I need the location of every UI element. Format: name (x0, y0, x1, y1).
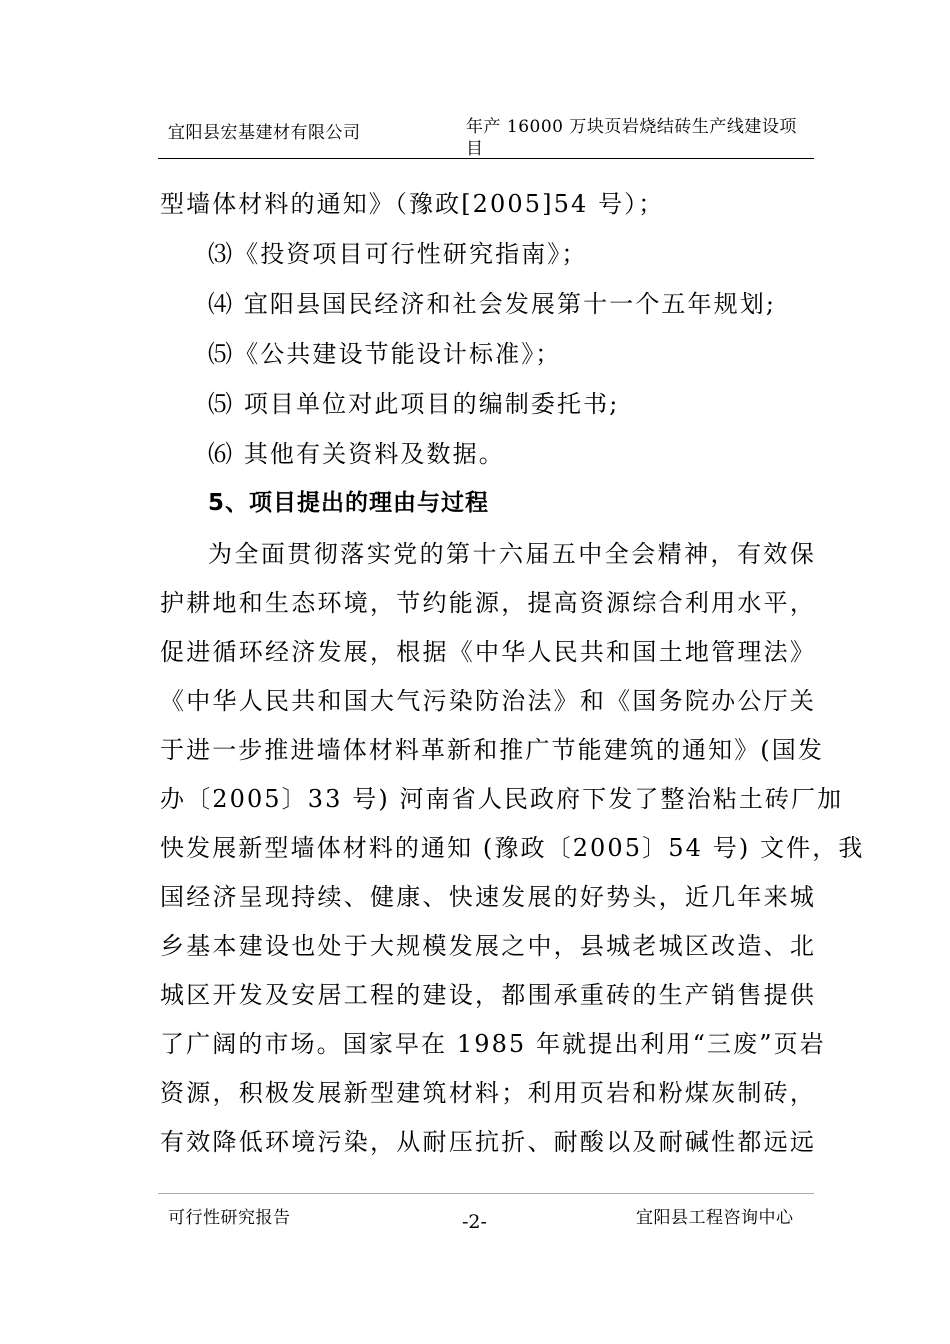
reference-item: ⑸《公共建设节能设计标准》； (208, 340, 562, 368)
body-line: 型墙体材料的通知》（豫政[2005]54 号）； (160, 190, 665, 218)
paragraph-line: 有效降低环境污染，从耐压抗折、耐酸以及耐碱性都远远 (160, 1128, 816, 1156)
reference-item: ⑹ 其他有关资料及数据。 (208, 440, 505, 468)
reference-item: ⑷ 宜阳县国民经济和社会发展第十一个五年规划; (208, 290, 777, 318)
paragraph-line: 《中华人民共和国大气污染防治法》和《国务院办公厅关 (160, 687, 816, 715)
paragraph-line: 护耕地和生态环境，节约能源，提高资源综合利用水平， (160, 589, 816, 617)
paragraph-line: 乡基本建设也处于大规模发展之中，县城老城区改造、北 (160, 932, 816, 960)
footer-rule (158, 1193, 814, 1194)
header-company: 宜阳县宏基建材有限公司 (168, 123, 361, 143)
header-project-title-line2: 目 (466, 139, 484, 159)
paragraph-line: 了广阔的市场。国家早在 1985 年就提出利用“三废”页岩 (160, 1030, 826, 1058)
paragraph-line: 促进循环经济发展，根据《中华人民共和国土地管理法》 (160, 638, 816, 666)
paragraph-line: 国经济呈现持续、健康、快速发展的好势头，近几年来城 (160, 883, 816, 911)
paragraph-line: 资源，积极发展新型建筑材料；利用页岩和粉煤灰制砖， (160, 1079, 816, 1107)
paragraph-line: 于进一步推进墙体材料革新和推广节能建筑的通知》(国发 (160, 736, 824, 764)
page-number: -2- (462, 1211, 487, 1233)
paragraph-line: 办〔2005〕33 号) 河南省人民政府下发了整治粘土砖厂加 (160, 785, 844, 813)
header-project-title (466, 116, 826, 160)
header-rule (158, 158, 814, 159)
header-project-title-line1: 年产 16000 万块页岩烧结砖生产线建设项 (466, 117, 797, 137)
footer-report-type: 可行性研究报告 (168, 1208, 291, 1228)
section-heading: 5、项目提出的理由与过程 (208, 490, 490, 516)
paragraph-line: 快发展新型墙体材料的通知 (豫政〔2005〕54 号) 文件，我 (160, 834, 865, 862)
reference-item: ⑸ 项目单位对此项目的编制委托书; (208, 390, 620, 418)
footer-organization: 宜阳县工程咨询中心 (636, 1208, 794, 1228)
reference-item: ⑶《投资项目可行性研究指南》； (208, 240, 588, 268)
paragraph-line: 为全面贯彻落实党的第十六届五中全会精神，有效保 (208, 540, 816, 568)
paragraph-line: 城区开发及安居工程的建设，都围承重砖的生产销售提供 (160, 981, 816, 1009)
